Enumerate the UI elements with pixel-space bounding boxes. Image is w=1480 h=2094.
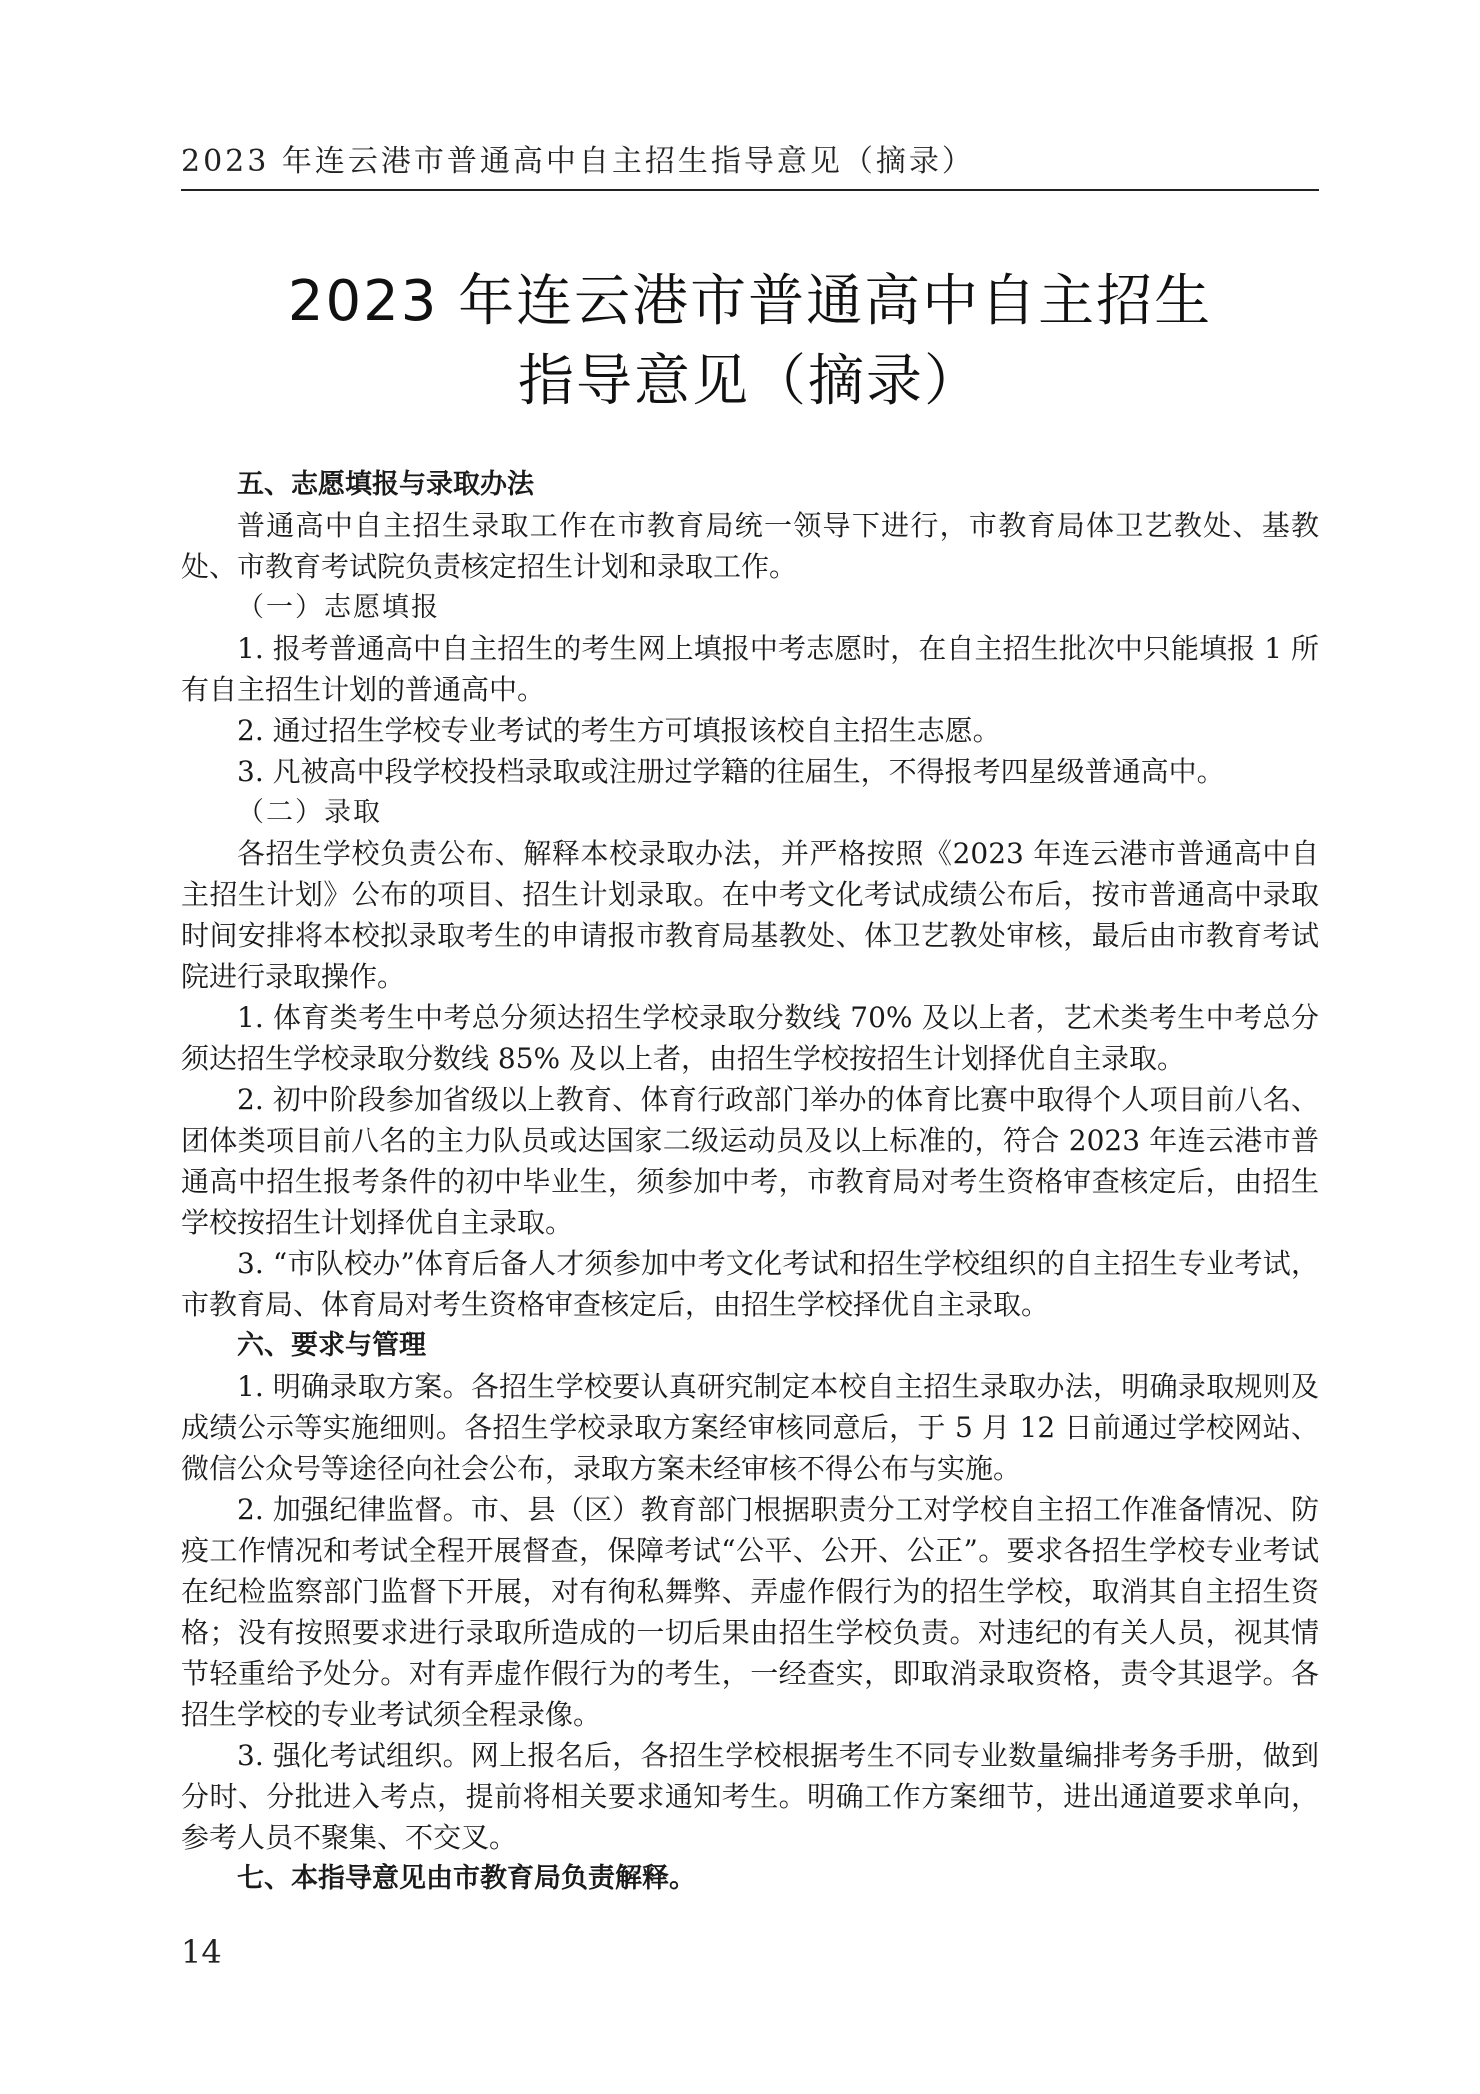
subsection-1-item-3: 3. 凡被高中段学校投档录取或注册过学籍的往届生，不得报考四星级普通高中。 [237,755,1225,788]
subsection-2-item-1: 1. 体育类考生中考总分须达招生学校录取分数线 70% 及以上者，艺术类考生中考总分须达招生学校录取分数线 85% 及以上者，由招生学校按招生计划择优自主录取。 [181,1001,1319,1075]
header-rule [181,189,1319,191]
title-line-2: 指导意见（摘录） [518,349,982,414]
document-body [181,464,1319,1899]
section-7-heading: 七、本指导意见由市教育局负责解释。 [237,1863,696,1894]
section-6-item-2: 2. 加强纪律监督。市、县（区）教育部门根据职责分工对学校自主招工作准备情况、防疫工作情况和考试全程开展督查，保障考试“公平、公开、公正”。要求各招生学校专业考试在纪检监察部门监督下开展，对有徇私舞弊、弄虚作假行为的招生学校，取消其自主招生资格；没有按照要求进行录取所造成的一切后果由招生学校负责。对违纪的有关人员，视其情节轻重给予处分。对有弄虚作假行为的考生，一经查实，即取消录取资格，责令其退学。各招生学校的专业考试须全程录像。 [181,1493,1319,1731]
section-5-intro: 普通高中自主招生录取工作在市教育局统一领导下进行，市教育局体卫艺教处、基教处、市教育考试院负责核定招生计划和录取工作。 [181,509,1319,583]
section-6-heading: 六、要求与管理 [237,1330,426,1361]
running-header: 2023 年连云港市普通高中自主招生指导意见（摘录） [181,144,975,179]
section-5-heading: 五、志愿填报与录取办法 [237,469,534,500]
subsection-2-intro: 各招生学校负责公布、解释本校录取办法，并严格按照《2023 年连云港市普通高中自主招生计划》公布的项目、招生计划录取。在中考文化考试成绩公布后，按市普通高中录取时间安排将本校拟录取考生的申请报市教育局基教处、体卫艺教处审核，最后由市教育考试院进行录取操作。 [181,837,1319,993]
page-number: 14 [181,1933,222,1971]
subsection-2-item-3: 3. “市队校办”体育后备人才须参加中考文化考试和招生学校组织的自主招生专业考试，市教育局、体育局对考生资格审查核定后，由招生学校择优自主录取。 [181,1247,1319,1321]
section-6-item-3: 3. 强化考试组织。网上报名后，各招生学校根据考生不同专业数量编排考务手册，做到分时、分批进入考点，提前将相关要求通知考生。明确工作方案细节，进出通道要求单向，参考人员不聚集、不交叉。 [181,1739,1319,1854]
document-title [181,262,1319,422]
section-6-item-1: 1. 明确录取方案。各招生学校要认真研究制定本校自主招生录取办法，明确录取规则及成绩公示等实施细则。各招生学校录取方案经审核同意后，于 5 月 12 日前通过学校网站、微信公众号等途径向社会公布，录取方案未经审核不得公布与实施。 [181,1370,1319,1485]
subsection-1-item-1: 1. 报考普通高中自主招生的考生网上填报中考志愿时，在自主招生批次中只能填报 1 所有自主招生计划的普通高中。 [181,632,1319,706]
subsection-2-heading: （二）录取 [237,797,382,828]
subsection-1-heading: （一）志愿填报 [237,592,440,623]
title-line-1: 2023 年连云港市普通高中自主招生 [287,269,1213,334]
subsection-2-item-2: 2. 初中阶段参加省级以上教育、体育行政部门举办的体育比赛中取得个人项目前八名、团体类项目前八名的主力队员或达国家二级运动员及以上标准的，符合 2023 年连云港市普通高中招生报考条件的初中毕业生，须参加中考，市教育局对考生资格审查核定后，由招生学校按招生计划择优自主录取。 [181,1083,1319,1239]
subsection-1-item-2: 2. 通过招生学校专业考试的考生方可填报该校自主招生志愿。 [237,714,1001,747]
